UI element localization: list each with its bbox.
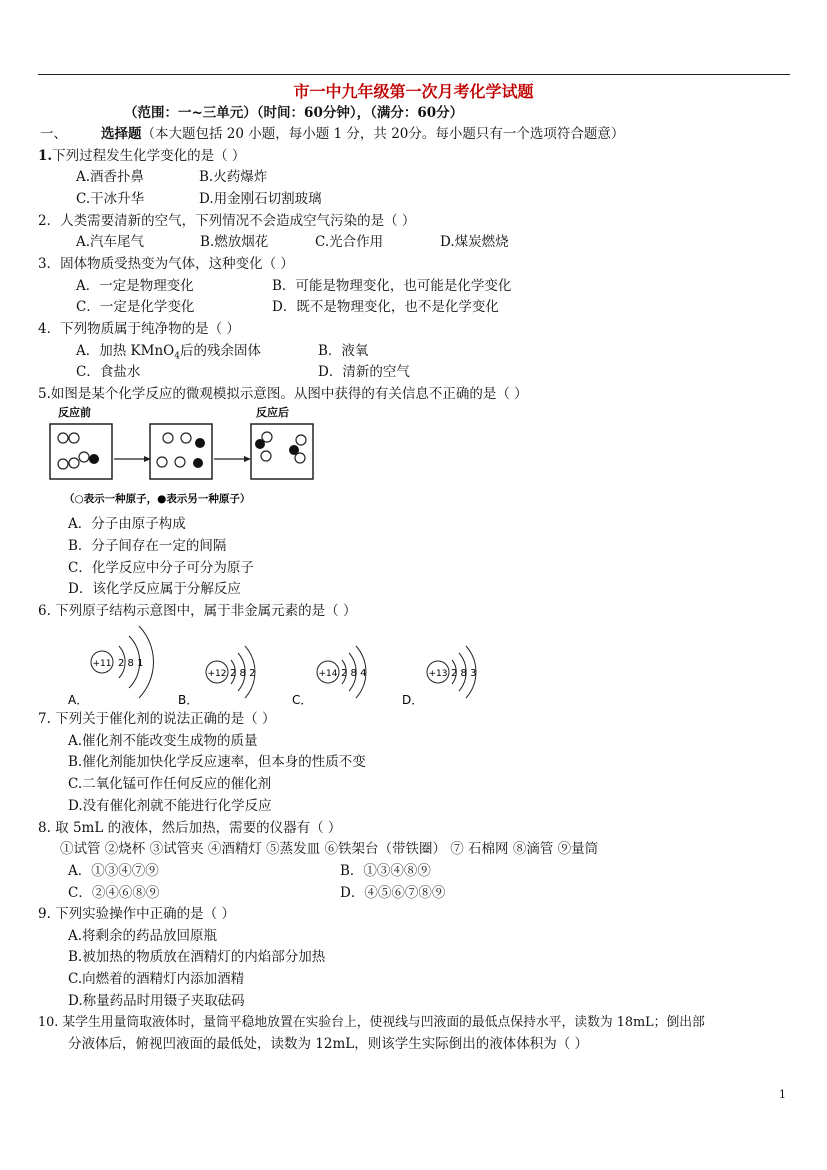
exam-scope: （范围：一~三单元）（时间：60分钟），（满分：60分）: [124, 105, 464, 121]
q8-option-d[interactable]: D．④⑤⑥⑦⑧⑨: [340, 885, 446, 901]
q3-option-d[interactable]: D．既不是物理变化，也不是化学变化: [272, 299, 499, 315]
atom-b-letter[interactable]: B．: [178, 693, 199, 707]
q1-option-b[interactable]: B.火药爆炸: [199, 169, 268, 185]
svg-text:2 8 3: 2 8 3: [451, 668, 477, 679]
question-8-stem: 8. 取 5mL 的液体，然后加热，需要的仪器有（ ）: [38, 820, 342, 836]
section-number: 一、: [40, 126, 67, 142]
q4-option-d[interactable]: D．清新的空气: [318, 364, 410, 380]
svg-text:+13: +13: [428, 669, 448, 679]
question-10-line-2: 分液体后，俯视凹液面的最低处，读数为 12mL，则该学生实际倒出的液体体积为（ ）: [68, 1036, 589, 1052]
svg-text:2 8 2: 2 8 2: [230, 668, 256, 679]
q4-option-c[interactable]: C．食盐水: [76, 364, 141, 380]
q7-option-a[interactable]: A.催化剂不能改变生成物的质量: [68, 733, 258, 749]
label-after: 反应后: [256, 406, 289, 419]
box-after: [251, 424, 313, 479]
section-name: 选择题: [101, 126, 142, 142]
q8-instrument-list: ①试管 ②烧杯 ③试管夹 ④酒精灯 ⑤蒸发皿 ⑥铁架台（带铁圈） ⑦ 石棉网 ⑧滴管 ⑨量筒: [60, 841, 599, 857]
page-number: 1: [779, 1088, 786, 1101]
q7-option-d[interactable]: D.没有催化剂就不能进行化学反应: [68, 798, 272, 814]
atom-a-letter[interactable]: A．: [68, 693, 89, 707]
section-heading: [40, 125, 624, 143]
q8-option-b[interactable]: B．①③④⑧⑨: [340, 863, 431, 879]
q3-option-b[interactable]: B．可能是物理变化，也可能是化学变化: [272, 278, 512, 294]
q4-option-b[interactable]: B．液氧: [318, 343, 369, 359]
q1-option-c[interactable]: C.干冰升华: [76, 191, 145, 207]
q3-option-c[interactable]: C．一定是化学变化: [76, 299, 195, 315]
q2-option-a[interactable]: A.汽车尾气: [76, 234, 145, 250]
q5-option-a[interactable]: A．分子由原子构成: [68, 516, 186, 532]
q2-option-b[interactable]: B.燃放烟花: [200, 234, 269, 250]
atom-a: [91, 626, 153, 698]
atom-d-letter[interactable]: D．: [402, 693, 424, 707]
svg-text:+11: +11: [92, 659, 112, 669]
q9-option-d[interactable]: D.称量药品时用镊子夹取砝码: [68, 993, 245, 1009]
svg-text:2 8 1: 2 8 1: [118, 658, 144, 669]
atom-diagrams: [60, 620, 500, 710]
box-before: [50, 424, 112, 479]
header-rule: [38, 74, 790, 75]
svg-text:2 8 4: 2 8 4: [341, 668, 367, 679]
question-10-line-1: 10. 某学生用量筒取液体时，量筒平稳地放置在实验台上，使视线与凹液面的最低点保持水平，读数为 18mL；倒出部: [38, 1015, 705, 1030]
question-4-stem: 4．下列物质属于纯净物的是（ ）: [38, 321, 240, 337]
svg-text:+12: +12: [207, 669, 227, 679]
atom-b: [206, 646, 255, 698]
atom-d: [427, 646, 476, 698]
q2-option-c[interactable]: C.光合作用: [315, 234, 384, 250]
q1-option-d[interactable]: D.用金刚石切割玻璃: [199, 191, 322, 207]
q1-option-a[interactable]: A.酒香扑鼻: [76, 169, 145, 185]
atom-c: [317, 646, 366, 698]
question-2-stem: 2．人类需要清新的空气，下列情况不会造成空气污染的是（ ）: [38, 213, 416, 229]
q3-option-a[interactable]: A．一定是物理变化: [76, 278, 194, 294]
q9-option-a[interactable]: A.将剩余的药品放回原瓶: [68, 928, 218, 944]
question-5-stem: 5.如图是某个化学反应的微观模拟示意图。从图中获得的有关信息不正确的是（ ）: [38, 386, 528, 402]
q4-option-a[interactable]: A．加热 KMnO$_4$后的残余固体: [76, 343, 261, 362]
q5-option-b[interactable]: B．分子间存在一定的间隔: [68, 538, 227, 554]
q7-option-c[interactable]: C.二氧化锰可作任何反应的催化剂: [68, 776, 272, 792]
question-3-stem: 3．固体物质受热变为气体，这种变化（ ）: [38, 256, 294, 272]
q9-option-c[interactable]: C.向燃着的酒精灯内添加酒精: [68, 971, 245, 987]
atom-c-letter[interactable]: C．: [292, 693, 313, 707]
reaction-diagram: [44, 404, 324, 510]
question-7-stem: 7. 下列关于催化剂的说法正确的是（ ）: [38, 711, 276, 727]
question-9-stem: 9. 下列实验操作中正确的是（ ）: [38, 906, 235, 922]
q5-option-c[interactable]: C．化学反应中分子可分为原子: [68, 560, 254, 576]
box-middle: [150, 424, 212, 479]
diagram-legend: （○表示一种原子，●表示另一种原子）: [64, 493, 251, 505]
question-1-stem: 1.下列过程发生化学变化的是（ ）: [38, 148, 246, 164]
q7-option-b[interactable]: B.催化剂能加快化学反应速率，但本身的性质不变: [68, 754, 366, 770]
section-description: （本大题包括 20 小题，每小题 1 分，共 20分。每小题只有一个选项符合题意）: [141, 126, 625, 142]
exam-title: 市一中九年级第一次月考化学试题: [293, 82, 534, 101]
svg-text:+14: +14: [318, 669, 338, 679]
q8-option-a[interactable]: A．①③④⑦⑨: [68, 863, 159, 879]
q8-option-c[interactable]: C．②④⑥⑧⑨: [68, 885, 160, 901]
q9-option-b[interactable]: B.被加热的物质放在酒精灯的内焰部分加热: [68, 949, 326, 965]
q2-option-d[interactable]: D.煤炭燃烧: [440, 234, 509, 250]
label-before: 反应前: [58, 406, 91, 419]
q5-option-d[interactable]: D．该化学反应属于分解反应: [68, 581, 241, 597]
question-6-stem: 6. 下列原子结构示意图中，属于非金属元素的是（ ）: [38, 603, 357, 619]
